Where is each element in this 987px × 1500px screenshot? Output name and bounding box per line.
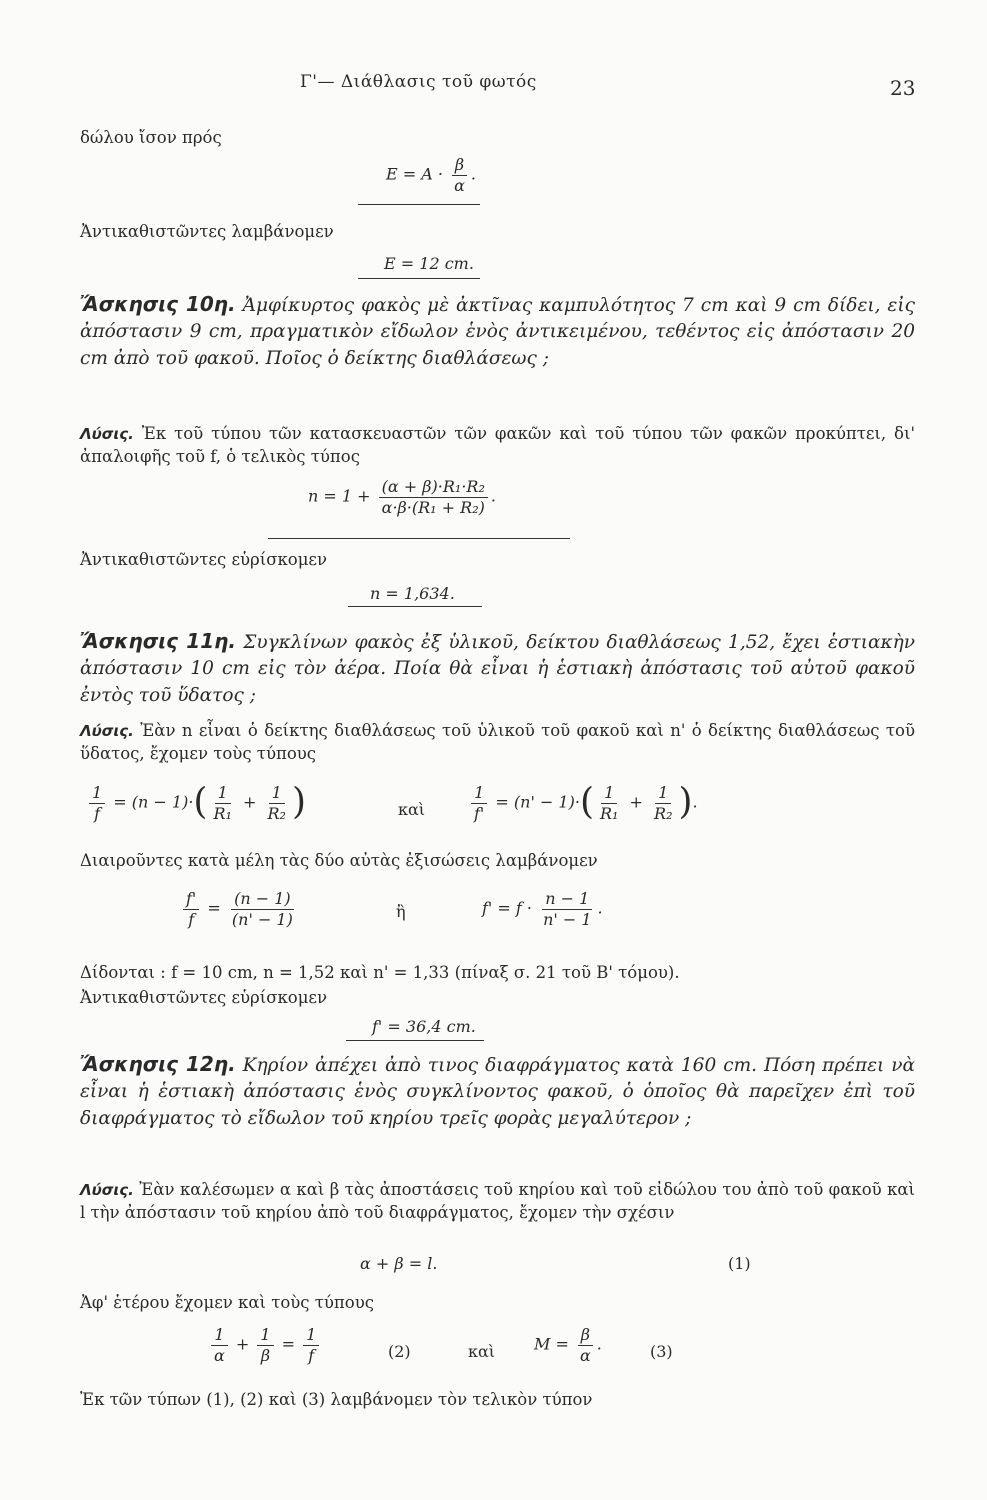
solution-label: Λύσις. [80, 722, 134, 740]
text-line: Ἀντικαθιστῶντες εὑρίσκομεν [80, 550, 328, 569]
fraction [379, 478, 488, 516]
solution-text: Ἐκ τοῦ τύπου τῶν κατασκευαστῶν τῶν φακῶν καὶ τοῦ τύπου τῶν φακῶν προκύπτει, δι' ἀπαλοιφῆς τοῦ f, ὁ τελικὸς τύπος [80, 424, 915, 467]
solution-label: Λύσις. [80, 425, 134, 443]
equation-underline [348, 606, 482, 607]
equation-fprime: f' = f · $\frac{n - 1}{n' - 1}$ . [482, 889, 603, 929]
text-line: Ἀντικαθιστῶντες λαμβάνομεν [80, 222, 334, 241]
equation-2: E = 12 cm. [384, 254, 474, 273]
solution-10 [80, 422, 915, 468]
equation-underline [358, 278, 480, 279]
exercise-title: Ἄσκησις 11η. [80, 629, 236, 653]
equation-3: n = 1 + $\frac{\text{(α + β)·R₁·R₂}}{\text{α·β·(R₁ + R₂)}}$ . [308, 477, 496, 517]
exercise-11 [80, 627, 915, 709]
exercise-statement: Ἀμφίκυρτος φακὸς μὲ ἀκτῖνας καμπυλότητος 7 cm καὶ 9 cm δίδει, εἰς ἀπόστασιν 9 cm, πραγματικὸν εἴδωλον ἑνὸς ἀντικειμένου, τεθέντος εἰς ἀπόστασιν 20 cm ἀπὸ τοῦ φακοῦ. Ποῖος ὁ δείκτης διαθλάσεως ; [80, 295, 915, 369]
equation-number-1: (1) [728, 1254, 751, 1273]
text-line: Ἐκ τῶν τύπων (1), (2) καὶ (3) λαμβάνομεν τὸν τελικὸν τύπον [80, 1390, 593, 1409]
solution-11 [80, 719, 915, 765]
conjunction: καὶ [398, 800, 426, 819]
solution-12 [80, 1178, 915, 1224]
equation-number-3: (3) [650, 1342, 673, 1361]
conjunction: καὶ [468, 1342, 496, 1361]
exercise-12 [80, 1050, 915, 1132]
text-line: Ἀντικαθιστῶντες εὑρίσκομεν [80, 988, 328, 1007]
running-header: Γ'— Διάθλασις τοῦ φωτός [300, 72, 537, 92]
equation-5: f' = 36,4 cm. [372, 1017, 476, 1036]
exercise-statement: Κηρίον ἀπέχει ἀπὸ τινος διαφράγματος κατὰ 160 cm. Πόση πρέπει νὰ εἶναι ἡ ἑστιακὴ ἀπόστασις ἑνὸς συγκλίνοντος φακοῦ, ὁ ὁποῖος θὰ παρεῖχεν ἐπὶ τοῦ διαφράγματος τὸ εἴδωλον τοῦ κηρίου τρεῖς φορὰς μεγαλύτερον ; [80, 1055, 915, 1129]
equation-underline [346, 1040, 484, 1041]
equation-6: α + β = l. [360, 1254, 438, 1273]
exercise-statement: Συγκλίνων φακὸς ἐξ ὑλικοῦ, δείκτου διαθλάσεως 1,52, ἔχει ἑστιακὴν ἀπόστασιν 10 cm εἰς τὸν ἀέρα. Ποία θὰ εἶναι ἡ ἑστιακὴ ἀπόστασις τοῦ αὐτοῦ φακοῦ ἐντὸς τοῦ ὕδατος ; [80, 632, 915, 706]
equation-underline [358, 204, 480, 205]
equation-lhs: n = 1 + [308, 486, 371, 506]
equation-lens-1: $\frac{1}{f}$ = (n − 1)·( $\frac{1}{\text{R₁}}$ + $\frac{1}{\text{R₂}}$ ) [86, 784, 306, 822]
equation-lens-2: $\frac{1}{f'}$ = (n' − 1)·( $\frac{1}{\text{R₁}}$ + $\frac{1}{\text{R₂}}$ ). [468, 784, 698, 822]
fraction: $\frac{\beta}{\alpha}$ [451, 156, 468, 194]
text-line: Ἀφ' ἑτέρου ἔχομεν καὶ τοὺς τύπους [80, 1293, 374, 1312]
solution-text: Ἐὰν καλέσωμεν α καὶ β τὰς ἀποστάσεις τοῦ κηρίου καὶ τοῦ εἰδώλου του ἀπὸ τοῦ φακοῦ καὶ l τὴν ἀπόστασιν τοῦ κηρίου ἀπὸ τοῦ διαφράγματος, ἔχομεν τὴν σχέσιν [80, 1180, 915, 1223]
exercise-title: Ἄσκησις 10η. [80, 292, 236, 316]
page-number: 23 [890, 76, 916, 100]
equation-ratio: $\frac{f'}{f}$ = $\frac{(n - 1)}{(n' - 1)}$ [180, 890, 299, 928]
equation-magnification: M = $\frac{\beta}{\alpha}$ . [534, 1325, 602, 1365]
solution-label: Λύσις. [80, 1181, 134, 1199]
conjunction-or: ἢ [396, 902, 406, 921]
equation-underline [268, 538, 570, 539]
equation-1: E = A · $\frac{\beta}{\alpha}$ . [386, 155, 476, 195]
exercise-10 [80, 290, 915, 372]
equation-4: n = 1,634. [370, 584, 455, 603]
exercise-title: Ἄσκησις 12η. [80, 1052, 236, 1076]
text-line: δώλου ἴσον πρός [80, 128, 222, 147]
numerator: (α + β)·R₁·R₂ [379, 478, 488, 498]
text-line: Διαιροῦντες κατὰ μέλη τὰς δύο αὐτὰς ἐξισώσεις λαμβάνομεν [80, 851, 598, 870]
equation-number-2: (2) [388, 1342, 411, 1361]
solution-text: Ἐὰν n εἶναι ὁ δείκτης διαθλάσεως τοῦ ὑλικοῦ τοῦ φακοῦ καὶ n' ὁ δείκτης διαθλάσεως τοῦ ὕδατος, ἔχομεν τοὺς τύπους [80, 721, 915, 764]
equation-thin-lens: $\frac{1}{\alpha}$ + $\frac{1}{\beta}$ = $\frac{1}{f}$ [208, 1326, 322, 1364]
denominator: α·β·(R₁ + R₂) [381, 497, 485, 517]
given-values: Δίδονται : f = 10 cm, n = 1,52 καὶ n' = 1,33 (πίναξ σ. 21 τοῦ Β' τόμου). [80, 963, 680, 982]
